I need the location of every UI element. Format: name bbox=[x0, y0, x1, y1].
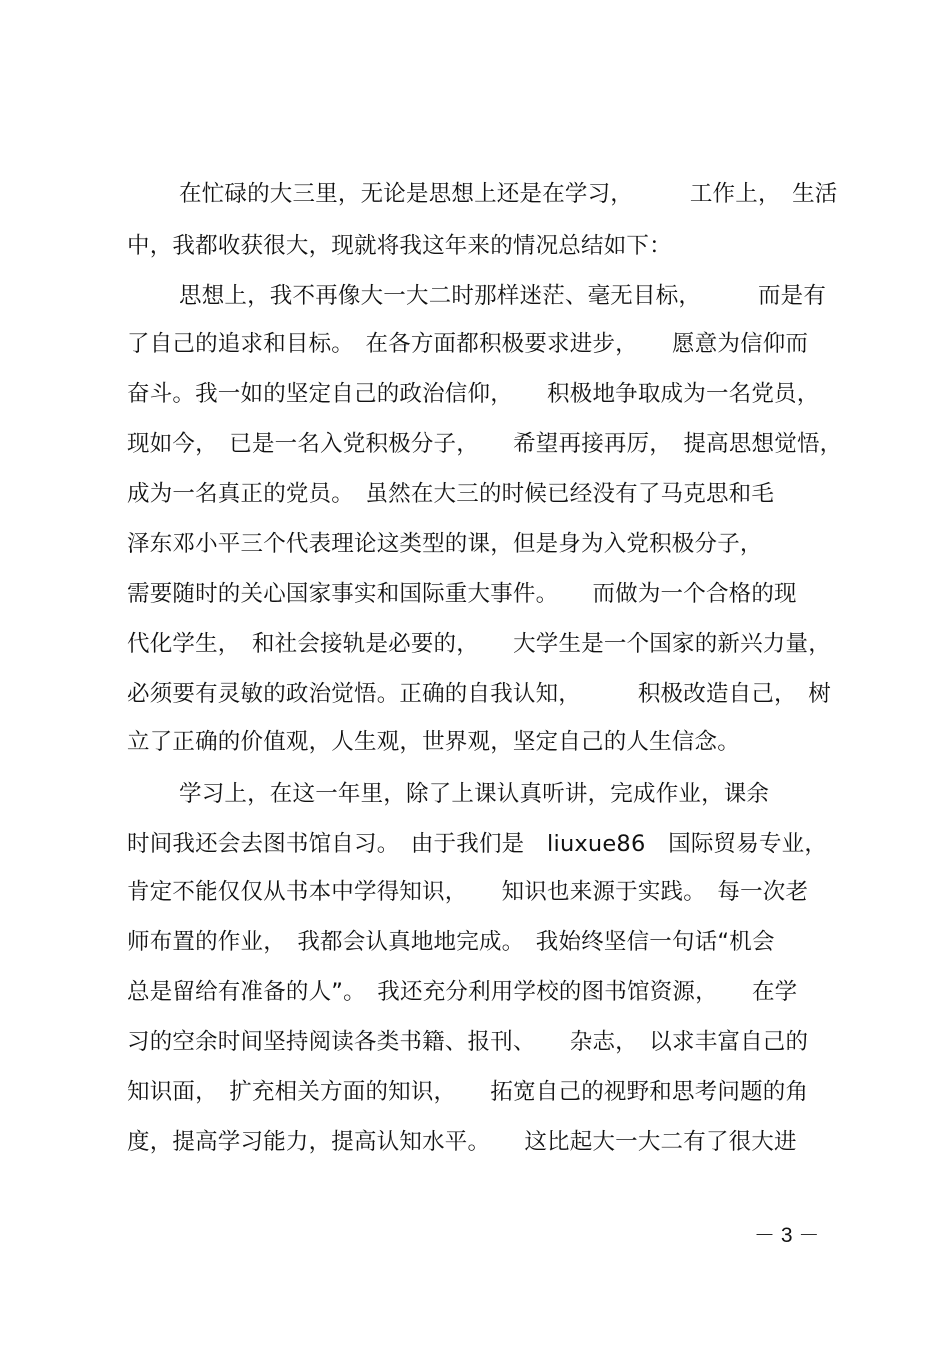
paragraph-line: 总是留给有准备的人”。 我还充分利用学校的图书馆资源， 在学 bbox=[127, 979, 798, 1005]
paragraph-line: 度，提高学习能力，提高认知水平。 这比起大一大二有了很大进 bbox=[127, 1129, 797, 1155]
paragraph-line: 时间我还会去图书馆自习。 由于我们是 liuxue86 国际贸易专业， bbox=[127, 831, 828, 857]
paragraph-line: 思想上，我不再像大一大二时那样迷茫、毫无目标， 而是有 bbox=[179, 283, 827, 309]
paragraph-line: 了自己的追求和目标。 在各方面都积极要求进步， 愿意为信仰而 bbox=[127, 331, 809, 357]
paragraph-line: 学习上，在这一年里，除了上课认真听讲，完成作业，课余 bbox=[179, 781, 770, 807]
paragraph-line: 奋斗。我一如的坚定自己的政治信仰， 积极地争取成为一名党员， bbox=[127, 381, 820, 407]
paragraph-line: 立了正确的价值观，人生观，世界观，坚定自己的人生信念。 bbox=[127, 729, 740, 755]
paragraph-line: 成为一名真正的党员。 虽然在大三的时候已经没有了马克思和毛 bbox=[127, 481, 775, 507]
paragraph-line: 需要随时的关心国家事实和国际重大事件。 而做为一个合格的现 bbox=[127, 581, 797, 607]
paragraph-line: 现如今， 已是一名入党积极分子， 希望再接再厉， 提高思想觉悟， bbox=[127, 431, 843, 457]
page-number: － 3 － bbox=[754, 1224, 820, 1247]
paragraph-line: 在忙碌的大三里，无论是思想上还是在学习， 工作上， 生活 bbox=[179, 181, 838, 207]
paragraph-line: 中，我都收获很大，现就将我这年来的情况总结如下： bbox=[127, 233, 672, 259]
paragraph-line: 知识面， 扩充相关方面的知识， 拓宽自己的视野和思考问题的角 bbox=[127, 1079, 809, 1105]
paragraph-line: 代化学生， 和社会接轨是必要的， 大学生是一个国家的新兴力量， bbox=[127, 631, 831, 657]
paragraph-line: 习的空余时间坚持阅读各类书籍、报刊、 杂志， 以求丰富自己的 bbox=[127, 1029, 809, 1055]
paragraph-line: 必须要有灵敏的政治觉悟。正确的自我认知， 积极改造自己， 树 bbox=[127, 681, 831, 707]
paragraph-line: 师布置的作业， 我都会认真地地完成。 我始终坚信一句话“机会 bbox=[127, 929, 775, 955]
paragraph-line: 泽东邓小平三个代表理论这类型的课，但是身为入党积极分子， bbox=[127, 531, 763, 557]
paragraph-line: 肯定不能仅仅从书本中学得知识， 知识也来源于实践。 每一次老 bbox=[127, 879, 809, 905]
